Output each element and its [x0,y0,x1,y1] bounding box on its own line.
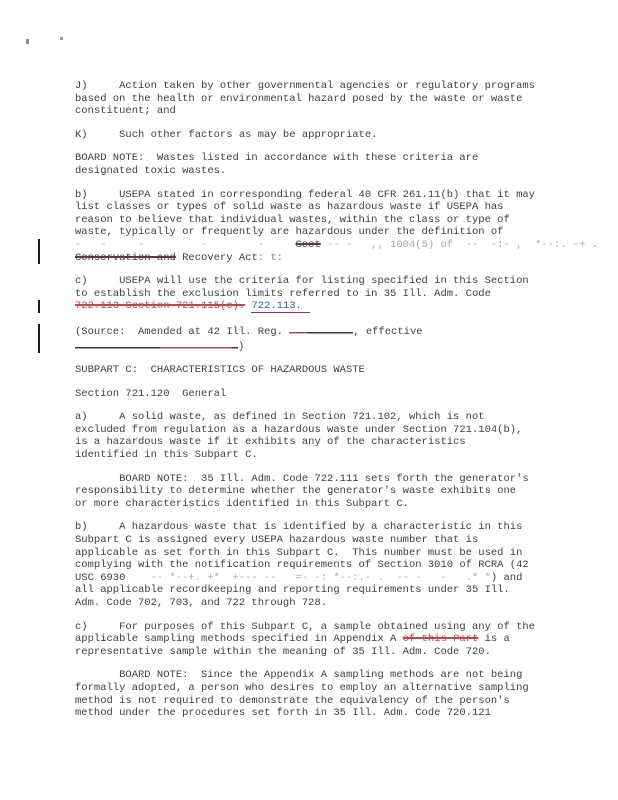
board-note-2 [75,473,553,511]
deleted-text: Conservation and [75,251,176,264]
text-line: method is not required to demonstrate the equivalency of the person's [75,694,510,707]
faded-text-line [75,238,599,252]
amended-text-line [75,633,553,646]
scan-speck [26,39,29,44]
faded-text-line [75,572,553,585]
text-line: K) Such other factors as may be appropriate. [75,128,378,141]
board-note-1 [75,152,553,177]
text-line: J) Action taken by other governmental agencies or regulatory programs [75,80,535,92]
text-line: BOARD NOTE: Wastes listed in accordance with these criteria are [75,152,479,165]
paragraph-b-numbers [75,521,553,609]
faded-text: -- *--+. +* +--- -- =- -: *--:.- . -- - - .* * [125,571,491,584]
text-segment: ) [238,340,245,353]
text-segment: Recovery Act [175,251,258,264]
paragraph-c-exclusion [75,275,553,313]
fill-in-blank [75,339,238,349]
board-note-3 [75,669,553,719]
text-segment: USC 6930 [75,571,126,584]
text-segment: ) and [490,571,523,584]
text-line: c) USEPA will use the criteria for listing specified in this Section [75,275,529,288]
text-line: b) A hazardous waste that is identified by a characteristic in this [75,521,523,534]
source-note [75,324,553,353]
amended-text-line [75,300,553,313]
text-line: complying with the notification requirements of Section 3010 of RCRA (42 [75,559,529,572]
paragraph-c-samples [75,621,553,659]
text-line: based on the health or environmental hazard posed by the waste or waste [75,92,523,105]
text-line: method under the procedures set forth in 35 Ill. Adm. Code 720.121 [75,707,491,720]
text-line: Adm. Code 702, 703, and 722 through 728. [75,597,328,609]
amended-text-line [75,252,553,265]
text-line: identified in this Subpart C. [75,449,258,462]
text-line: reason to believe that individual wastes, within the class or type of [75,213,510,226]
text-segment: is a [478,633,510,646]
text-line: all applicable recordkeeping and reporting requirements under 35 Ill. [75,584,510,597]
fill-in-blank [289,324,353,334]
text-line: is a hazardous waste if it exhibits any of the characteristics [75,436,466,449]
text-line: BOARD NOTE: Since the Appendix A sampling methods are not being [75,669,523,682]
text-line: a) A solid waste, as defined in Section 721.102, which is not [75,411,485,424]
source-line [75,339,553,354]
deleted-text: 722.113 Section 721.115(c). [75,300,246,313]
paragraph-k [75,129,553,142]
faded-text: : t: [257,251,283,264]
faded-text: -- - ,, 1004(5) of -- -:- , *--:. -+ [320,238,592,251]
document-text [75,80,599,731]
text-segment: applicable sampling methods specified in Appendix A [75,633,403,646]
text-segment: (Source: Amended at 42 Ill. Reg. [75,325,290,338]
heading-line: Section 721.120 General [75,387,227,400]
faded-red-mark: . [591,238,599,251]
text-line: Subpart C is assigned every USEPA hazardous waste number that is [75,534,479,547]
paragraph-j [75,80,553,118]
deleted-text: of this Part [402,633,479,646]
deleted-text: Sect [295,238,321,251]
paragraph-a-general [75,411,553,461]
text-line: applicable as set forth in this Subpart C. This number must be used in [75,546,523,559]
text-line: excluded from regulation as a hazardous waste under Section 721.104(b), [75,423,523,436]
scan-speck [60,37,63,40]
text-line: constituent; and [75,105,176,118]
inserted-text: 722.113. [251,300,309,313]
text-line: to establish the exclusion limits referred to in 35 Ill. Adm. Code [75,287,491,300]
source-line [75,324,553,339]
text-line: responsibility to determine whether the generator's waste exhibits one [75,485,517,498]
section-heading [75,388,553,401]
text-line: list classes or types of solid waste as hazardous waste if USEPA has [75,201,504,214]
text-line: or more characteristics identified in this Subpart C. [75,497,409,510]
text-line: designated toxic wastes. [75,164,227,177]
text-segment: , effective [353,325,423,338]
heading-line: SUBPART C: CHARACTERISTICS OF HAZARDOUS WASTE [75,364,365,377]
subpart-heading [75,364,553,377]
text-line: BOARD NOTE: 35 Ill. Adm. Code 722.111 sets forth the generator's [75,472,529,485]
text-line: formally adopted, a person who desires to employ an alternative sampling [75,681,529,694]
text-line: c) For purposes of this Subpart C, a sample obtained using any of the [75,620,535,633]
text-line: b) USEPA stated in corresponding federal 40 CFR 261.11(b) that it may [75,188,535,201]
text-line: waste, typically or frequently are hazardous under the definition of [75,226,504,239]
text-line: representative sample within the meaning of 35 Ill. Adm. Code 720. [75,645,491,658]
faded-text: - - - - - [75,238,296,251]
paragraph-b-listing [75,188,599,265]
